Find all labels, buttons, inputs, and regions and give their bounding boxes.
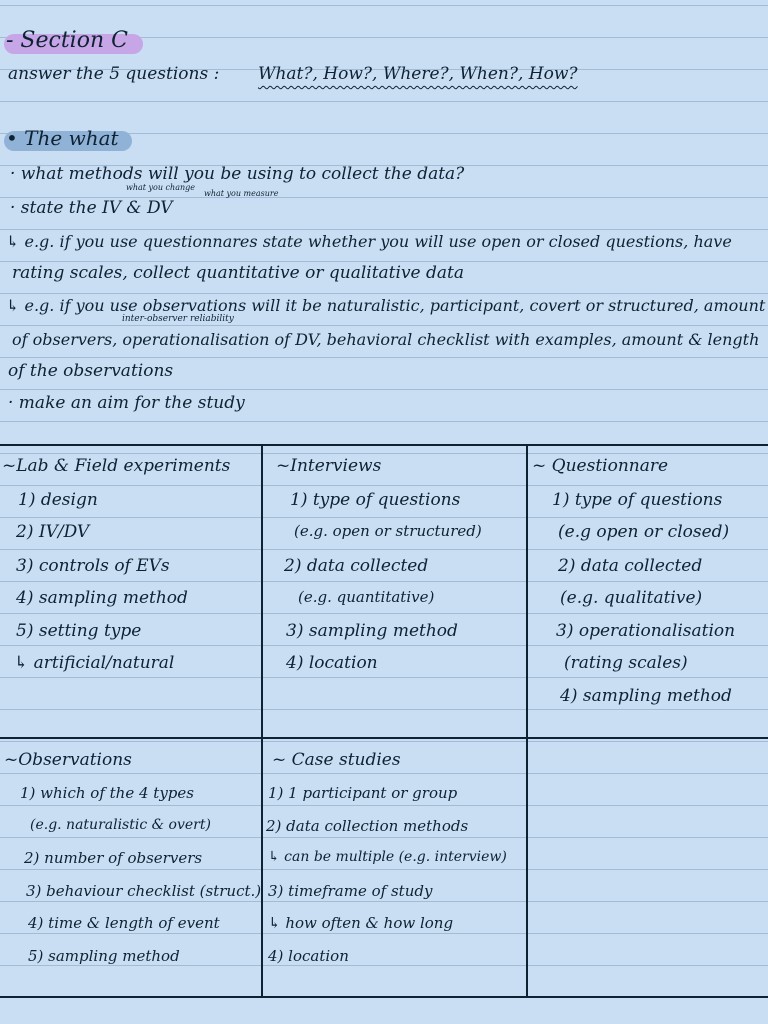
table-column-divider-1 xyxy=(261,444,263,998)
case-studies-item-3: ↳ can be multiple (e.g. interview) xyxy=(268,849,507,865)
table-middle-border xyxy=(0,737,768,739)
observations-item-1: 1) which of the 4 types xyxy=(20,784,194,802)
what-line-operationalisation: of observers, operationalisation of DV, behavioral checklist with examples, amount & length xyxy=(12,330,760,349)
observations-item-2: (e.g. naturalistic & overt) xyxy=(30,817,211,833)
lab-field-item-2: 2) IV/DV xyxy=(16,522,90,542)
case-studies-item-6: 4) location xyxy=(268,947,349,965)
observations-item-5: 4) time & length of event xyxy=(28,914,220,932)
section-heading: - Section C xyxy=(6,28,128,53)
questionnare-item-5: 3) operationalisation xyxy=(556,621,736,641)
interviews-item-4: (e.g. quantitative) xyxy=(298,588,435,606)
case-studies-item-2: 2) data collection methods xyxy=(266,817,469,835)
note-inter-observer-reliability: inter-observer reliability xyxy=(122,314,234,324)
questionnare-title: ~ Questionnare xyxy=(532,456,669,476)
note-what-you-change: what you change xyxy=(126,183,195,192)
instruction-questions: What?, How?, Where?, When?, How? xyxy=(258,64,578,84)
what-line-methods: · what methods will you be using to collect the data? xyxy=(10,164,465,184)
questionnare-item-4: (e.g. qualitative) xyxy=(560,588,703,608)
interviews-title: ~Interviews xyxy=(276,456,382,476)
case-studies-item-4: 3) timeframe of study xyxy=(268,882,433,900)
lab-field-item-5: 5) setting type xyxy=(16,621,142,641)
questionnare-item-2: (e.g open or closed) xyxy=(558,522,730,542)
interviews-item-2: (e.g. open or structured) xyxy=(294,522,482,540)
observations-item-4: 3) behaviour checklist (struct.) xyxy=(26,882,262,900)
questionnare-item-6: (rating scales) xyxy=(564,653,688,673)
note-what-you-measure: what you measure xyxy=(204,189,279,198)
lab-field-item-4: 4) sampling method xyxy=(16,588,188,608)
case-studies-item-5: ↳ how often & how long xyxy=(268,914,454,932)
the-what-heading: • The what xyxy=(6,126,119,150)
questionnare-item-1: 1) type of questions xyxy=(552,490,723,510)
what-line-aim: · make an aim for the study xyxy=(8,393,245,413)
interviews-item-5: 3) sampling method xyxy=(286,621,458,641)
table-column-divider-2 xyxy=(526,444,528,998)
instruction-prefix: answer the 5 questions : xyxy=(8,64,220,84)
case-studies-title: ~ Case studies xyxy=(272,750,401,770)
table-top-border xyxy=(0,444,768,446)
lab-field-item-1: 1) design xyxy=(18,490,98,510)
lab-field-item-3: 3) controls of EVs xyxy=(16,556,170,576)
questionnare-item-7: 4) sampling method xyxy=(560,686,732,706)
what-line-questionnaires: ↳ e.g. if you use questionnares state whether you will use open or closed questions, have xyxy=(6,232,732,251)
what-line-length: of the observations xyxy=(8,361,174,381)
lab-field-title: ~Lab & Field experiments xyxy=(2,456,231,476)
what-line-observations: ↳ e.g. if you use observations will it be naturalistic, participant, covert or structured, amount xyxy=(6,296,766,315)
observations-item-6: 5) sampling method xyxy=(28,947,180,965)
questionnare-item-3: 2) data collected xyxy=(558,556,703,576)
interviews-item-1: 1) type of questions xyxy=(290,490,461,510)
observations-title: ~Observations xyxy=(4,750,132,770)
case-studies-item-1: 1) 1 participant or group xyxy=(268,784,458,802)
observations-item-3: 2) number of observers xyxy=(24,849,203,867)
what-line-rating-scales: rating scales, collect quantitative or qualitative data xyxy=(12,263,465,283)
interviews-item-3: 2) data collected xyxy=(284,556,429,576)
interviews-item-6: 4) location xyxy=(286,653,378,673)
what-line-iv-dv: · state the IV & DV xyxy=(10,198,173,218)
table-bottom-border xyxy=(0,996,768,998)
lab-field-item-6: ↳ artificial/natural xyxy=(14,653,175,673)
